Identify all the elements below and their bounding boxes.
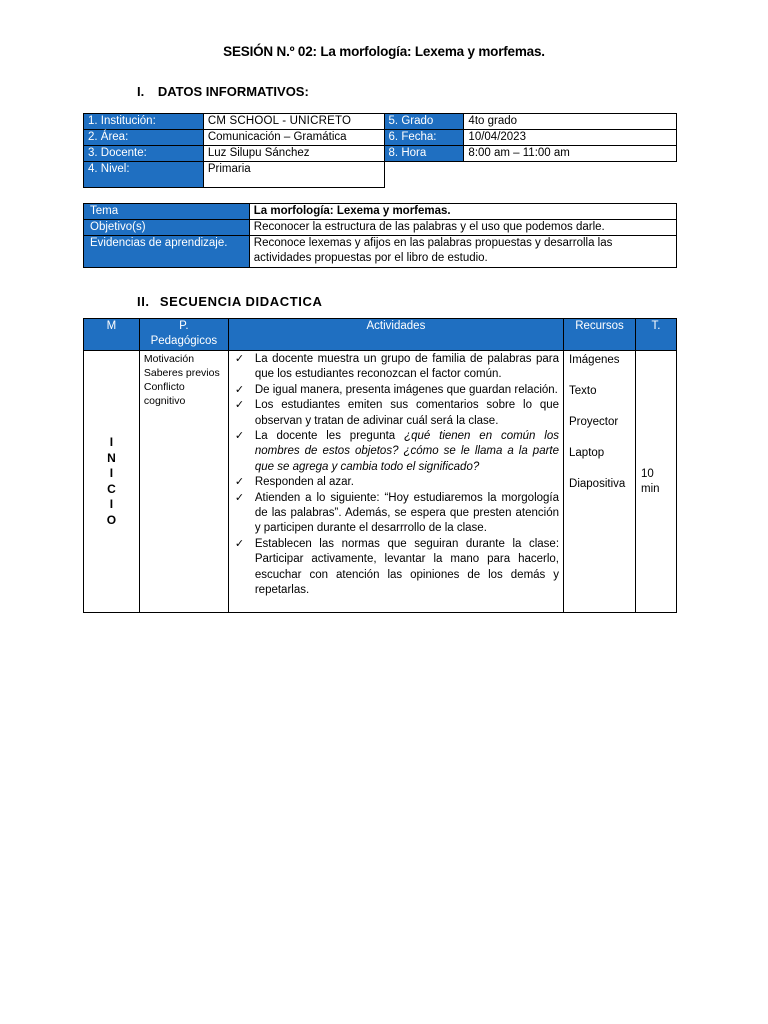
- secuencia-row-inicio: [84, 351, 677, 613]
- tema-row: [84, 204, 677, 220]
- moment-letter: N: [107, 450, 116, 465]
- tema-value: Reconocer la estructura de las palabras y el uso que podemos darle.: [249, 220, 676, 236]
- info-value: Luz Silupu Sánchez: [203, 146, 384, 162]
- tema-label: Tema: [84, 204, 250, 220]
- proceso-item: Conflicto cognitivo: [143, 381, 186, 407]
- recurso-item: Texto: [569, 385, 597, 397]
- moment-letter: I: [109, 435, 114, 449]
- info-value: 4to grado: [464, 114, 677, 130]
- activity-item: ✓ La docente les pregunta ¿qué tienen en común los nombres de estos objetos? ¿cómo se le llama a la parte que se agrega y cambia todo el significado?: [234, 430, 560, 473]
- check-icon: ✓: [234, 476, 245, 489]
- check-icon: ✓: [234, 399, 245, 412]
- moment-letter: O: [106, 512, 117, 527]
- check-icon: ✓: [234, 430, 245, 443]
- secuencia-header-row: [84, 319, 677, 351]
- actividades-cell: [228, 351, 563, 613]
- check-icon: ✓: [234, 353, 245, 365]
- page-title: SESIÓN N.º 02: La morfología: Lexema y morfemas.: [223, 44, 545, 59]
- info-label: 5. Grado: [384, 114, 464, 130]
- header-tiempo: T.: [635, 319, 676, 351]
- proceso-item: Saberes previos: [143, 367, 220, 379]
- info-label: 2. Área:: [84, 130, 204, 146]
- info-value: Primaria: [203, 162, 384, 188]
- info-row: [84, 114, 677, 130]
- info-value: 8:00 am – 11:00 am: [464, 146, 677, 162]
- tiempo-value: 10 min: [640, 467, 660, 495]
- section-2-number: II.: [137, 294, 150, 309]
- info-empty: [384, 162, 676, 188]
- tema-row: [84, 220, 677, 236]
- info-label: 8. Hora: [384, 146, 464, 162]
- moment-letter: I: [109, 497, 114, 511]
- recurso-item: Laptop: [569, 447, 605, 459]
- activity-item: ✓ Atienden a lo siguiente: “Hoy estudiaremos la morgología de las palabras”. Además, se espera que presten atención y participen durante el desarrrollo de la clase.: [234, 491, 560, 535]
- tema-table: [83, 203, 677, 268]
- activity-question: ¿qué tienen en común los nombres de estos objetos? ¿cómo se le llama a la parte que se agrega y cambia todo el significado?: [254, 430, 560, 473]
- activity-item: ✓ Responden al azar.: [233, 475, 559, 490]
- tiempo-cell: [635, 351, 676, 613]
- procesos-cell: [139, 351, 228, 613]
- activity-list: [233, 352, 559, 599]
- info-label: 6. Fecha:: [384, 130, 464, 146]
- header-actividades: Actividades: [228, 319, 563, 351]
- header-m: M: [84, 319, 140, 351]
- header-procesos: P. Pedagógicos: [139, 319, 228, 351]
- info-table: [83, 113, 677, 188]
- section-1-label: DATOS INFORMATIVOS:: [157, 84, 309, 99]
- section-1-heading: [137, 84, 309, 99]
- check-icon: ✓: [234, 491, 245, 504]
- tema-value: Reconoce lexemas y afijos en las palabras propuestas y desarrolla las actividades propuestas por el libro de estudio.: [249, 236, 676, 268]
- recurso-item: Proyector: [569, 416, 619, 428]
- info-row: [84, 130, 677, 146]
- info-value: 10/04/2023: [464, 130, 677, 146]
- tema-value: La morfología: Lexema y morfemas.: [249, 204, 676, 220]
- check-icon: ✓: [234, 383, 245, 396]
- info-label: 4. Nivel:: [84, 162, 204, 188]
- tema-label: Evidencias de aprendizaje.: [84, 236, 250, 268]
- section-2-heading: [137, 294, 322, 309]
- info-label: 3. Docente:: [84, 146, 204, 162]
- secuencia-table: [83, 318, 677, 613]
- recurso-item: Diapositiva: [569, 478, 626, 490]
- moment-cell: [84, 351, 140, 613]
- recurso-item: Imágenes: [569, 354, 620, 366]
- activity-item: ✓ De igual manera, presenta imágenes que guardan relación.: [233, 383, 559, 398]
- info-label: 1. Institución:: [84, 114, 204, 130]
- activity-item: ✓ Establecen las normas que seguiran durante la clase: Participar activamente, levantar la mano para hacerlo, escuchar con atención las opiniones de los demás y repetarlas.: [234, 537, 560, 597]
- moment-letter: C: [107, 481, 116, 496]
- info-row: [84, 146, 677, 162]
- info-value: Comunicación – Gramática: [203, 130, 384, 146]
- moment-letter: I: [109, 466, 114, 480]
- tema-row: [84, 236, 677, 268]
- header-recursos: Recursos: [564, 319, 636, 351]
- check-icon: ✓: [234, 537, 245, 550]
- proceso-item: Motivación: [143, 353, 195, 365]
- activity-item: ✓ Los estudiantes emiten sus comentarios sobre lo que observan y tratan de adivinar cuál será la clase.: [234, 399, 560, 427]
- tema-label: Objetivo(s): [84, 220, 250, 236]
- section-2-label: SECUENCIA DIDACTICA: [159, 294, 323, 309]
- info-row: [84, 162, 677, 188]
- info-value: CM SCHOOL - UNICRETO: [203, 114, 384, 130]
- recursos-cell: [564, 351, 636, 613]
- activity-item: ✓ La docente muestra un grupo de familia de palabras para que los estudiantes reconozcan el factor común.: [234, 353, 560, 381]
- section-1-number: I.: [137, 84, 145, 99]
